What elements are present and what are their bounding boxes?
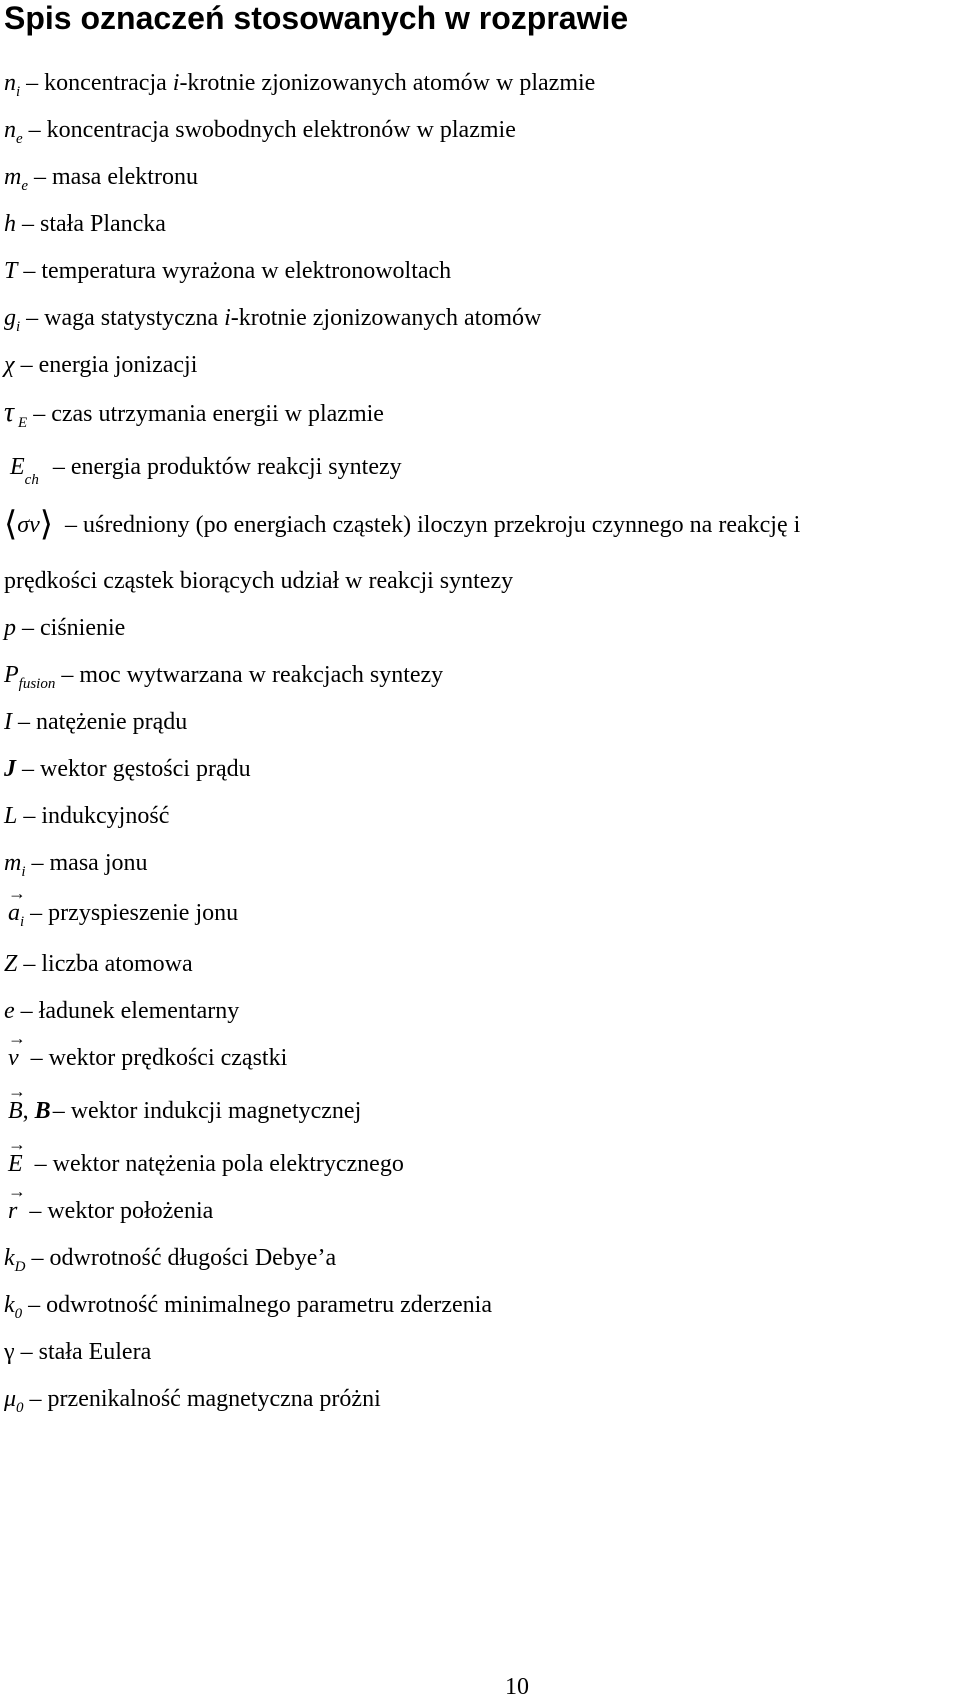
- symbol-entry-E-vector: [4, 1149, 404, 1179]
- symbol-subscript: i: [20, 914, 25, 930]
- symbol: χ: [4, 352, 15, 378]
- dash: –: [23, 258, 36, 284]
- description-italic: i: [224, 305, 231, 331]
- dash: –: [18, 709, 30, 735]
- dash: –: [20, 352, 33, 378]
- symbol-entry-kD: [4, 1243, 336, 1282]
- description: wektor indukcji magnetycznej: [70, 1098, 362, 1124]
- symbol: P: [4, 662, 19, 688]
- description: moc wytwarzana w reakcjach syntezy: [79, 662, 444, 688]
- symbol: g: [4, 305, 16, 331]
- dash: –: [65, 512, 78, 538]
- symbol: p: [4, 615, 16, 641]
- symbol: → v: [8, 1043, 19, 1073]
- symbol-entry-sigma-v: [4, 506, 801, 543]
- symbol: J: [4, 756, 16, 782]
- symbol-separator: ,: [22, 1098, 35, 1124]
- description: koncentracja swobodnych elektronów w plazmie: [46, 117, 516, 143]
- symbol-subscript: ch: [24, 472, 39, 488]
- dash: –: [23, 803, 36, 829]
- symbol: → E: [8, 1149, 23, 1179]
- symbol: E: [10, 454, 25, 480]
- symbol: τ: [4, 397, 15, 428]
- description: przyspieszenie jonu: [48, 900, 239, 926]
- symbol-entry-p: [4, 613, 125, 643]
- description: energia produktów reakcji syntezy: [70, 454, 402, 480]
- symbol: μ: [4, 1386, 17, 1412]
- symbol-subscript: 0: [14, 1306, 23, 1322]
- dash: –: [29, 1198, 42, 1224]
- description: -krotnie zjonizowanych atomów: [230, 305, 542, 331]
- description: wektor położenia: [47, 1198, 214, 1224]
- left-angle-bracket: ⟨: [4, 506, 18, 543]
- dash: –: [34, 164, 47, 190]
- dash: –: [22, 211, 34, 237]
- dash: –: [26, 70, 39, 96]
- symbol-entry-mu0: [4, 1384, 381, 1423]
- symbol: m: [4, 850, 22, 876]
- description: ładunek elementarny: [38, 998, 240, 1024]
- symbol: n: [4, 117, 16, 143]
- symbol-entry-ne: [4, 115, 516, 154]
- description-continuation: [4, 566, 513, 596]
- dash: –: [30, 1045, 43, 1071]
- dash: –: [26, 305, 39, 331]
- description: wektor natężenia pola elektrycznego: [52, 1151, 404, 1177]
- description: uśredniony (po energiach cząstek) iloczyn przekroju czynnego na reakcję i: [83, 512, 801, 538]
- description: -krotnie zjonizowanych atomów w plazmie: [179, 70, 596, 96]
- symbol-entry-tauE: [4, 398, 384, 438]
- symbol: → r: [8, 1196, 17, 1226]
- description: temperatura wyrażona w elektronowoltach: [41, 258, 452, 284]
- symbol-subscript: e: [16, 131, 23, 147]
- right-angle-bracket: ⟩: [39, 506, 54, 543]
- description: czas utrzymania energii w plazmie: [51, 401, 384, 427]
- dash: –: [31, 1245, 44, 1271]
- symbol: → a: [8, 898, 20, 928]
- symbol-subscript: D: [14, 1259, 26, 1275]
- symbol-entry-T: [4, 256, 451, 286]
- description: przenikalność magnetyczna próżni: [47, 1386, 381, 1412]
- dash: –: [30, 900, 43, 926]
- symbol: h: [4, 211, 16, 237]
- description: liczba atomowa: [41, 951, 193, 977]
- symbol-entry-k0: [4, 1290, 492, 1329]
- symbol: Z: [4, 951, 18, 977]
- page-number: 10: [505, 1674, 529, 1700]
- symbol-subscript: i: [16, 319, 21, 335]
- symbol-entry-ni: [4, 68, 595, 107]
- symbol-entry-chi: [4, 350, 197, 380]
- symbol-entry-gi: [4, 303, 541, 342]
- symbol: m: [4, 164, 22, 190]
- symbol-entry-e: [4, 996, 239, 1026]
- description: stała Plancka: [40, 211, 166, 237]
- dash: –: [29, 1386, 42, 1412]
- symbol: I: [4, 709, 12, 735]
- description: natężenie prądu: [36, 709, 188, 735]
- description: masa jonu: [49, 850, 148, 876]
- dash: –: [52, 1098, 65, 1124]
- dash: –: [20, 1339, 33, 1365]
- dash: –: [22, 756, 34, 782]
- dash: –: [28, 1292, 41, 1318]
- description: prędkości cząstek biorących udział w reakcji syntezy: [4, 568, 514, 594]
- symbol-subscript: i: [16, 84, 21, 100]
- symbol-entry-B-vector: [4, 1096, 361, 1126]
- symbol-entry-Pfusion: [4, 660, 443, 699]
- description-italic: i: [172, 70, 180, 96]
- symbol-entry-h: [4, 209, 166, 239]
- symbol-subscript: i: [21, 864, 26, 880]
- description: masa elektronu: [52, 164, 198, 190]
- symbol-subscript: E: [18, 415, 28, 431]
- description: indukcyjność: [41, 803, 170, 829]
- description: koncentracja: [44, 70, 173, 96]
- symbol: k: [4, 1292, 15, 1318]
- symbol-entry-Z: [4, 949, 193, 979]
- description: waga statystyczna: [44, 305, 225, 331]
- dash: –: [33, 401, 46, 427]
- symbol-bold: B: [34, 1098, 51, 1124]
- symbol: n: [4, 70, 16, 96]
- symbol-subscript: e: [21, 178, 29, 194]
- symbol-entry-L: [4, 801, 169, 831]
- description: wektor prędkości cząstki: [48, 1045, 288, 1071]
- symbol-entry-me: [4, 162, 198, 201]
- symbol-entry-I: [4, 707, 187, 737]
- dash: –: [61, 662, 74, 688]
- symbol: L: [4, 803, 18, 829]
- description: ciśnienie: [40, 615, 126, 641]
- description: energia jonizacji: [38, 352, 198, 378]
- page-title: Spis oznaczeń stosowanych w rozprawie: [4, 0, 629, 36]
- symbol-entry-gamma: [4, 1337, 151, 1367]
- symbol: T: [4, 258, 18, 284]
- dash: –: [31, 850, 44, 876]
- description: odwrotność długości Debye’a: [49, 1245, 337, 1271]
- symbol-entry-J: [4, 754, 251, 784]
- symbol: σv: [17, 512, 40, 538]
- dash: –: [52, 454, 65, 480]
- symbol-subscript: fusion: [18, 676, 56, 692]
- symbol: e: [4, 998, 15, 1024]
- dash: –: [34, 1151, 47, 1177]
- symbol: → B: [8, 1096, 23, 1126]
- symbol-entry-Ech: [4, 452, 402, 495]
- dash: –: [23, 951, 36, 977]
- symbol: k: [4, 1245, 15, 1271]
- symbol-subscript: 0: [16, 1400, 24, 1416]
- symbol-entry-ai: [4, 898, 238, 937]
- description: wektor gęstości prądu: [40, 756, 251, 782]
- symbol-entry-r-vector: [4, 1196, 213, 1226]
- description: stała Eulera: [38, 1339, 152, 1365]
- description: odwrotność minimalnego parametru zderzenia: [46, 1292, 492, 1318]
- symbol-entry-v-vector: [4, 1043, 287, 1073]
- dash: –: [22, 615, 34, 641]
- symbol: γ: [4, 1339, 15, 1365]
- dash: –: [20, 998, 33, 1024]
- dash: –: [28, 117, 41, 143]
